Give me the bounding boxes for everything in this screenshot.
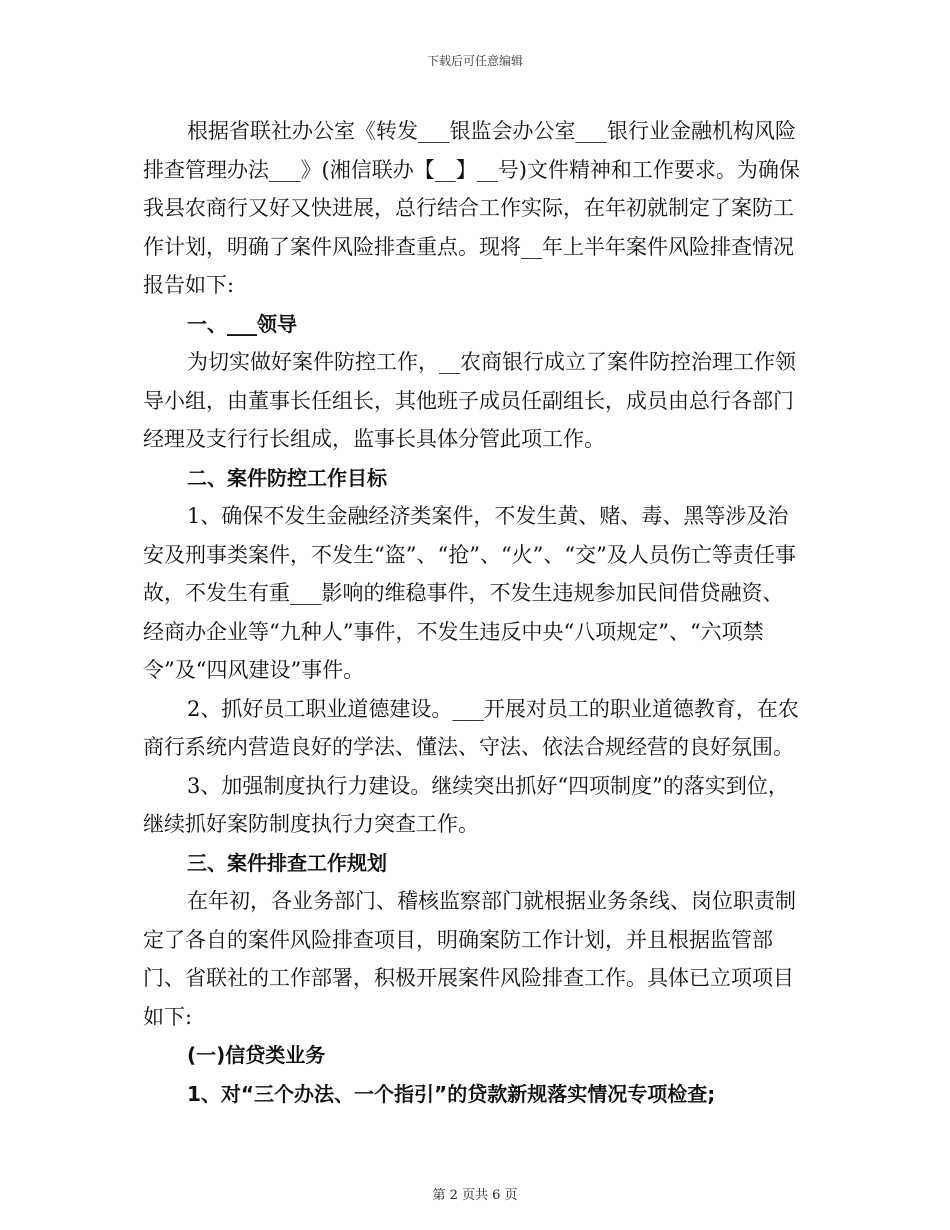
heading-plan: 三、案件排查工作规划 (187, 850, 387, 875)
page-header: 下载后可任意编辑 (426, 54, 523, 68)
heading-credit-item-1: 1、对“三个办法、一个指引”的贷款新规落实情况专项检查; (187, 1081, 716, 1106)
paragraph-intro: 根据省联社办公室《转发___银监会办公室___银行业金融机构风险排查管理办法___》(湘信联办【__】__号)文件精神和工作要求。为确保我县农商行又好又快进展，总行结合工作实际，在年初就制定了案防工作计划，明确了案件风险排查重点。现将__年上半年案件风险排查情况报告如下: (143, 119, 800, 297)
paragraph-goal-3: 3、加强制度执行力建设。继续突出抓好“四项制度”的落实到位，继续抓好案防制度执行力突查工作。 (143, 773, 789, 836)
heading-credit-business: (一)信贷类业务 (187, 1043, 326, 1067)
document-body (143, 112, 803, 1113)
page-footer: 第 2 页共 6 页 (432, 1188, 518, 1203)
paragraph-goal-2: 2、抓好员工职业道德建设。___开展对员工的职业道德教育，在农商行系统内营造良好的学法、懂法、守法、依法合规经营的良好氛围。 (143, 696, 799, 759)
heading-leadership: 一、___领导 (187, 311, 297, 336)
paragraph-leadership: 为切实做好案件防控工作，__农商银行成立了案件防控治理工作领导小组，由董事长任组长，其他班子成员任副组长，成员由总行各部门经理及支行行长组成，监事长具体分管此项工作。 (143, 350, 796, 451)
paragraph-plan: 在年初，各业务部门、稽核监察部门就根据业务条线、岗位职责制定了各自的案件风险排查项目，明确案防工作计划，并且根据监管部门、省联社的工作部署，积极开展案件风险排查工作。具体已立项项目如下: (143, 889, 796, 1029)
paragraph-goal-1: 1、确保不发生金融经济类案件，不发生黄、赌、毒、黑等涉及治安及刑事类案件，不发生“盗”、“抢”、“火”、“交”及人员伤亡等责任事故，不发生有重___影响的维稳事件，不发生违规参加民间借贷融资、经商办企业等“九种人”事件，不发生违反中央“八项规定”、“六项禁令”及“四风建设”事件。 (143, 504, 796, 682)
heading-goals: 二、案件防控工作目标 (187, 465, 387, 490)
